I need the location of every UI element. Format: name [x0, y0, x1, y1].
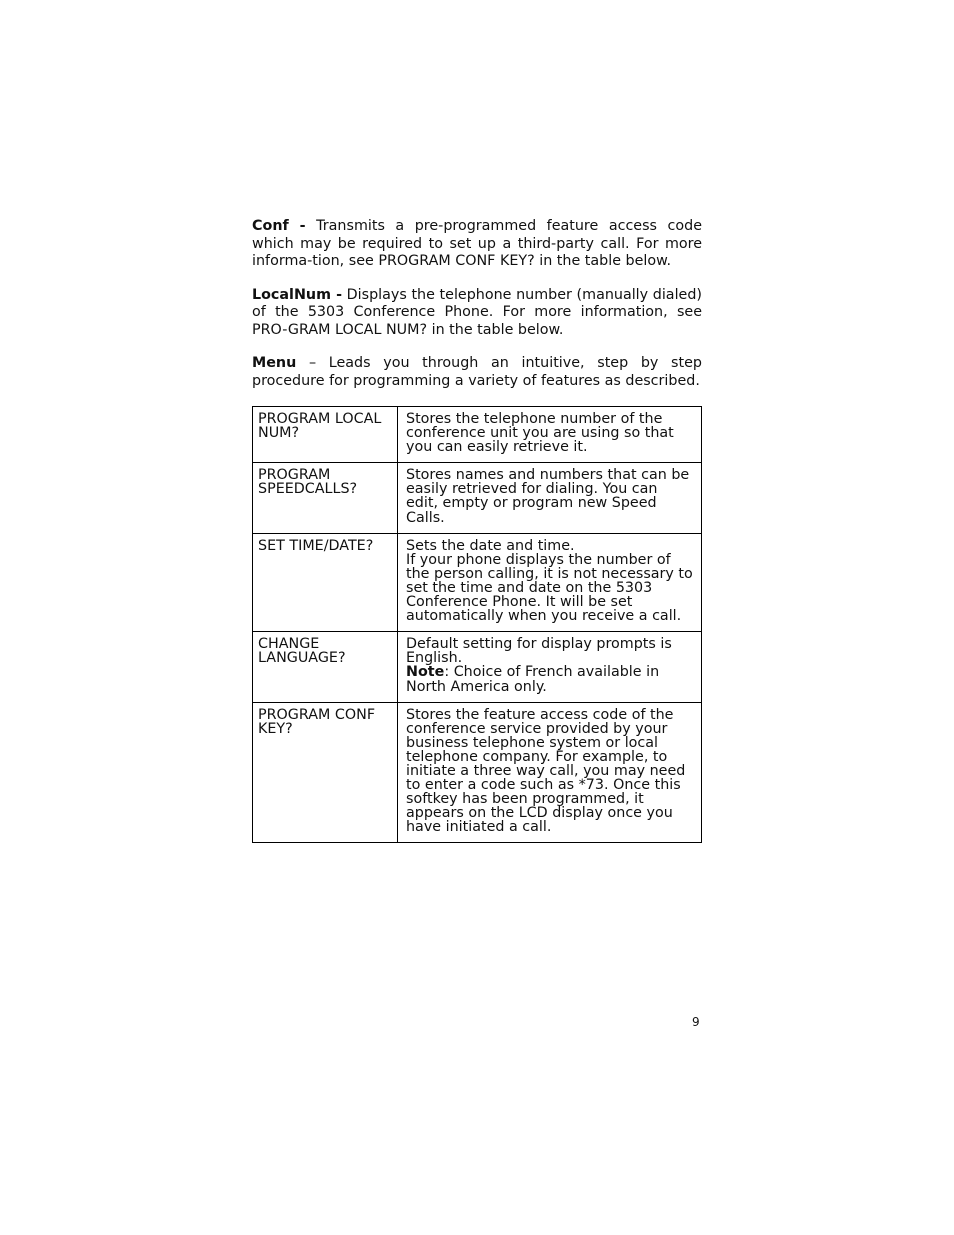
- page-number: 9: [692, 1015, 700, 1029]
- localnum-term: LocalNum -: [252, 286, 343, 303]
- table-row: [253, 632, 702, 702]
- note-text: : Choice of French available in North America only.: [406, 664, 660, 695]
- table-row: [253, 407, 702, 463]
- menu-text: – Leads you through an intuitive, step by step procedure for programming a variety of features as described.: [252, 355, 702, 389]
- option-name: PROGRAM LOCAL NUM?: [253, 407, 398, 463]
- option-description-line: Default setting for display prompts is English.: [406, 636, 672, 667]
- menu-term: Menu: [252, 355, 297, 371]
- conf-text: Transmits a pre-programmed feature access code which may be required to set up a third-party call. For more informa-tion, see PROGRAM CONF KEY? in the table below.: [252, 218, 703, 269]
- option-description: Stores the feature access code of the conference service provided by your business telephone system or local telephone company. For example, to initiate a three way call, you may need to enter a code such as *73. Once this softkey has been programmed, it appears on the LCD display once you have initiated a call.: [398, 702, 702, 843]
- localnum-text: Displays the telephone number (manually dialed) of the 5303 Conference Phone. For more information, see PRO-GRAM LOCAL NUM? in the table below.: [252, 286, 702, 338]
- option-description-line: Sets the date and time.: [406, 537, 575, 554]
- option-description-line: If your phone displays the number of the person calling, it is not necessary to set the time and date on the 5303 Conference Phone. It will be set automatically when you receive a call.: [406, 551, 693, 625]
- page-content: [252, 218, 702, 843]
- menu-options-table: [252, 406, 702, 843]
- menu-description: [252, 355, 702, 390]
- conf-description: [252, 218, 702, 271]
- table-row: [253, 702, 702, 843]
- option-description: Stores names and numbers that can be easily retrieved for dialing. You can edit, empty or program new Speed Calls.: [398, 463, 702, 533]
- table-row: [253, 463, 702, 533]
- localnum-description: [252, 287, 702, 340]
- option-description: [398, 632, 702, 702]
- option-description: Stores the telephone number of the conference unit you are using so that you can easily retrieve it.: [398, 407, 702, 463]
- conf-term: Conf -: [252, 218, 306, 234]
- option-description: [398, 533, 702, 632]
- note-label: Note: [406, 664, 445, 681]
- option-name: PROGRAM SPEEDCALLS?: [253, 463, 398, 533]
- option-name: CHANGE LANGUAGE?: [253, 632, 398, 702]
- option-name: PROGRAM CONF KEY?: [253, 702, 398, 843]
- table-row: [253, 533, 702, 632]
- option-note: [406, 665, 693, 693]
- option-name: SET TIME/DATE?: [253, 533, 398, 632]
